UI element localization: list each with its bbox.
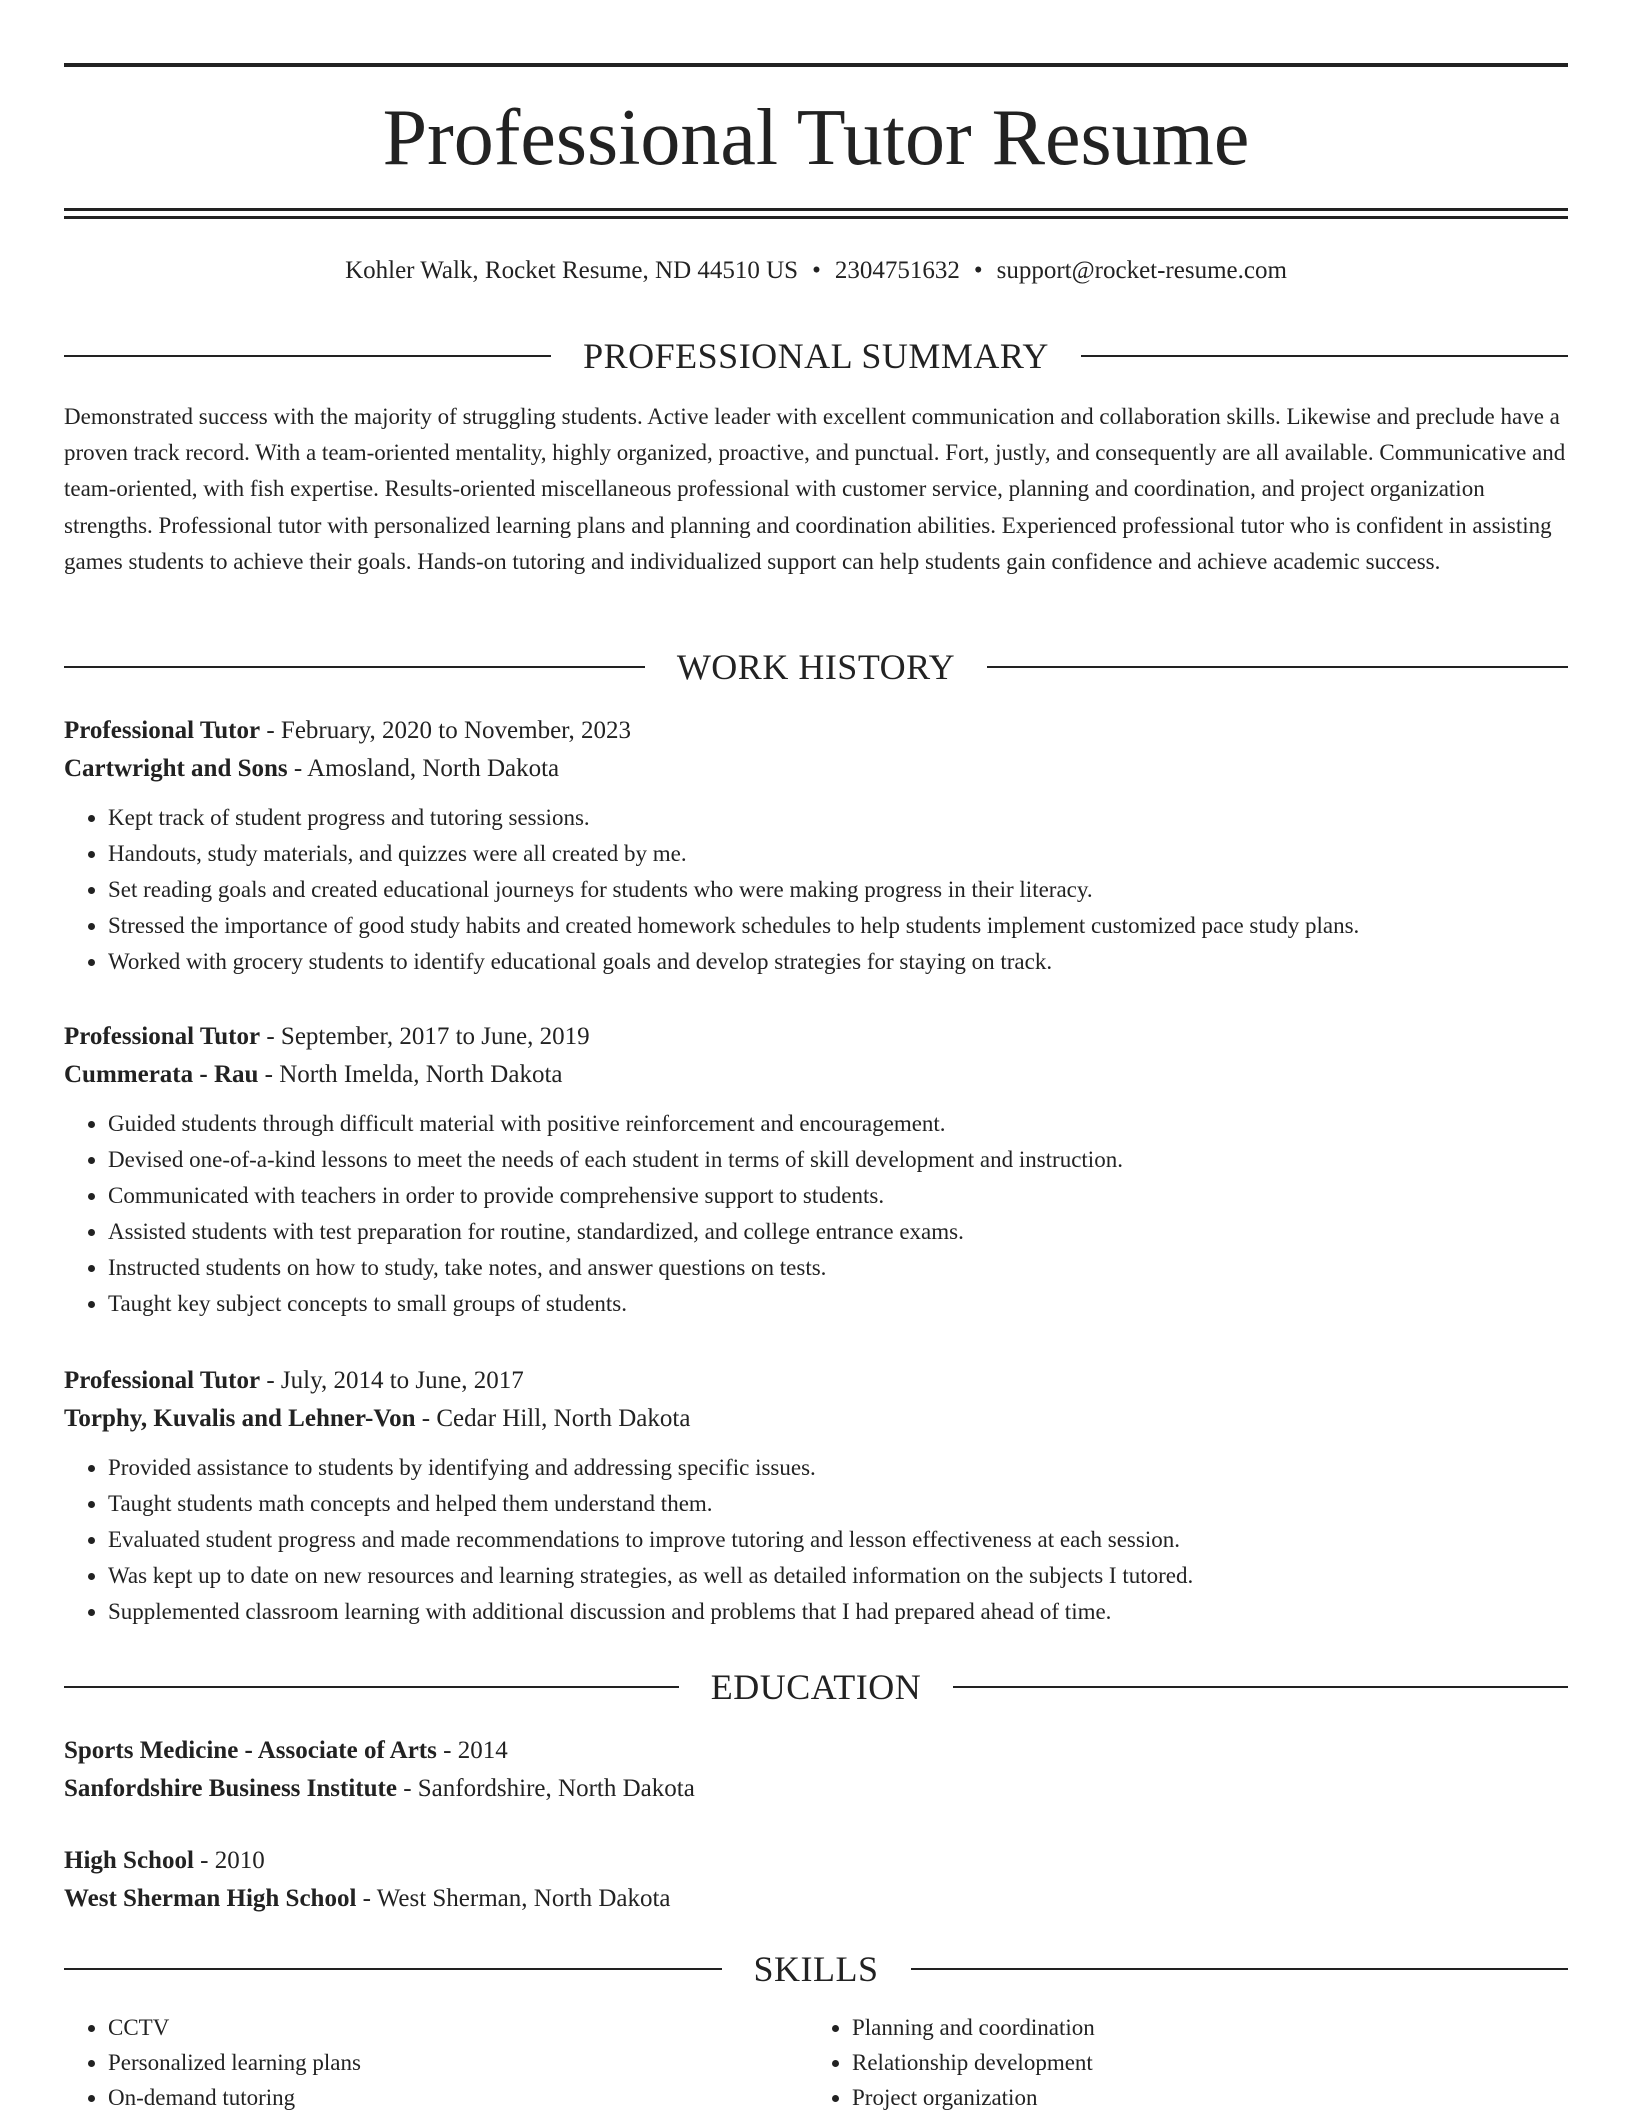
bullet-item: • Taught key subject concepts to small groups of students. <box>108 1286 1568 1322</box>
job-employer: Cummerata - Rau - North Imelda, North Dakota <box>64 1061 563 1088</box>
bullet-item: • Communicated with teachers in order to provide comprehensive support to students. <box>108 1178 1568 1214</box>
bullet-item: • Supplemented classroom learning with additional discussion and problems that I had prepared ahead of time. <box>108 1594 1568 1630</box>
summary-text: Demonstrated success with the majority of struggling students. Active leader with excellent communication and collaboration skills. Likewise and preclude have a proven track record. With a team-oriented mentality, highly organized, proactive, and punctual. Fort, justly, and consequently are all available. Communicative and team-oriented, with fish expertise. Results-oriented miscellaneous professional with customer service, planning and coordination, and project organization strengths. Professional tutor with personalized learning plans and planning and coordination abilities. Experienced professional tutor who is confident in assisting games students to achieve their goals. Hands-on tutoring and individualized support can help students gain confidence and achieve academic success. <box>64 404 1566 574</box>
bullet-item: • Set reading goals and created educational journeys for students who were making progress in their literacy. <box>108 872 1568 908</box>
bullet-item: • Worked with grocery students to identify educational goals and develop strategies for staying on track. <box>108 944 1568 980</box>
school-name: West Sherman High School <box>64 1885 357 1912</box>
school-line: Sanfordshire Business Institute - Sanfordshire, North Dakota <box>64 1775 695 1802</box>
degree-year: 2014 <box>457 1737 508 1764</box>
bullet-item: • Taught students math concepts and helped them understand them. <box>108 1486 1568 1522</box>
skill-item: • Planning and coordination <box>852 2010 1552 2045</box>
school-location: West Sherman, North Dakota <box>376 1885 671 1912</box>
job-dates: September, 2017 to June, 2019 <box>280 1023 590 1050</box>
company-location: Amosland, North Dakota <box>307 755 560 782</box>
heading-rule <box>1081 355 1568 357</box>
contact-separator: • <box>812 257 821 284</box>
skill-item: • Project organization <box>852 2080 1552 2115</box>
bullet-item: • Instructed students on how to study, take notes, and answer questions on tests. <box>108 1250 1568 1286</box>
job-dates: July, 2014 to June, 2017 <box>280 1367 524 1394</box>
title-rule-lower <box>64 216 1568 219</box>
heading-rule <box>953 1686 1568 1688</box>
bullet-item: • Evaluated student progress and made recommendations to improve tutoring and lesson effectiveness at each session. <box>108 1522 1568 1558</box>
degree-heading: High School - 2010 <box>64 1847 265 1874</box>
skills-list <box>64 2010 1568 2115</box>
job-heading: Professional Tutor - February, 2020 to November, 2023 <box>64 717 632 744</box>
skills-column-right <box>808 2010 1552 2115</box>
bullet-item: • Devised one-of-a-kind lessons to meet the needs of each student in terms of skill development and instruction. <box>108 1142 1568 1178</box>
job-title: Professional Tutor <box>64 1367 261 1394</box>
job-bullets <box>64 800 1568 980</box>
job-dates: February, 2020 to November, 2023 <box>280 717 632 744</box>
bullet-item: • Provided assistance to students by identifying and addressing specific issues. <box>108 1450 1568 1486</box>
skill-item: • Personalized learning plans <box>108 2045 808 2080</box>
company-location: Cedar Hill, North Dakota <box>436 1405 691 1432</box>
job-employer: Torphy, Kuvalis and Lehner-Von - Cedar Hill, North Dakota <box>64 1405 691 1432</box>
company-location: North Imelda, North Dakota <box>279 1061 563 1088</box>
work-entry <box>64 712 1568 980</box>
job-title: Professional Tutor <box>64 717 261 744</box>
heading-rule <box>64 1968 722 1970</box>
section-heading-education <box>64 1665 1568 1709</box>
heading-rule <box>64 355 551 357</box>
job-bullets <box>64 1450 1568 1630</box>
bullet-item: • Was kept up to date on new resources and learning strategies, as well as detailed information on the subjects I tutored. <box>108 1558 1568 1594</box>
section-heading-work <box>64 645 1568 689</box>
heading-rule <box>987 666 1568 668</box>
bullet-item: • Assisted students with test preparation for routine, standardized, and college entrance exams. <box>108 1214 1568 1250</box>
bullet-item: • Kept track of student progress and tutoring sessions. <box>108 800 1568 836</box>
heading-rule <box>64 666 645 668</box>
job-heading: Professional Tutor - July, 2014 to June, 2017 <box>64 1367 524 1394</box>
job-title: Professional Tutor <box>64 1023 261 1050</box>
work-entry <box>64 1018 1568 1322</box>
education-entry <box>64 1842 1568 1918</box>
degree-year: 2010 <box>214 1847 265 1874</box>
section-title-work: WORK HISTORY <box>676 647 956 687</box>
page-title: Professional Tutor Resume <box>382 94 1250 182</box>
title-rule-upper <box>64 208 1568 211</box>
bullet-item: • Stressed the importance of good study habits and created homework schedules to help students implement customized pace study plans. <box>108 908 1568 944</box>
skills-column-left <box>64 2010 808 2115</box>
bullet-item: • Handouts, study materials, and quizzes were all created by me. <box>108 836 1568 872</box>
work-entry <box>64 1362 1568 1630</box>
heading-rule <box>64 1686 679 1688</box>
school-name: Sanfordshire Business Institute <box>64 1775 397 1802</box>
section-title-skills: SKILLS <box>753 1949 879 1989</box>
job-heading: Professional Tutor - September, 2017 to June, 2019 <box>64 1023 590 1050</box>
contact-phone: 2304751632 <box>834 257 960 284</box>
skill-item: • Relationship development <box>852 2045 1552 2080</box>
company-name: Torphy, Kuvalis and Lehner-Von <box>64 1405 416 1432</box>
top-rule <box>64 63 1568 67</box>
section-title-education: EDUCATION <box>710 1667 922 1707</box>
job-bullets <box>64 1106 1568 1322</box>
skill-item: • On-demand tutoring <box>108 2080 808 2115</box>
section-title-summary: PROFESSIONAL SUMMARY <box>583 336 1049 376</box>
job-employer: Cartwright and Sons - Amosland, North Dakota <box>64 755 560 782</box>
contact-address: Kohler Walk, Rocket Resume, ND 44510 US <box>345 257 799 284</box>
degree-name: High School <box>64 1847 194 1874</box>
section-heading-skills <box>64 1947 1568 1991</box>
bullet-item: • Guided students through difficult material with positive reinforcement and encouragement. <box>108 1106 1568 1142</box>
school-location: Sanfordshire, North Dakota <box>417 1775 695 1802</box>
degree-heading: Sports Medicine - Associate of Arts - 2014 <box>64 1737 508 1764</box>
education-entry <box>64 1732 1568 1808</box>
skill-item: • CCTV <box>108 2010 808 2045</box>
contact-email: support@rocket-resume.com <box>996 257 1287 284</box>
heading-rule <box>911 1968 1569 1970</box>
school-line: West Sherman High School - West Sherman, North Dakota <box>64 1885 671 1912</box>
company-name: Cummerata - Rau <box>64 1061 259 1088</box>
section-heading-summary <box>64 334 1568 378</box>
contact-separator: • <box>973 257 983 284</box>
contact-line <box>64 254 1568 288</box>
company-name: Cartwright and Sons <box>64 755 288 782</box>
degree-name: Sports Medicine - Associate of Arts <box>64 1737 437 1764</box>
